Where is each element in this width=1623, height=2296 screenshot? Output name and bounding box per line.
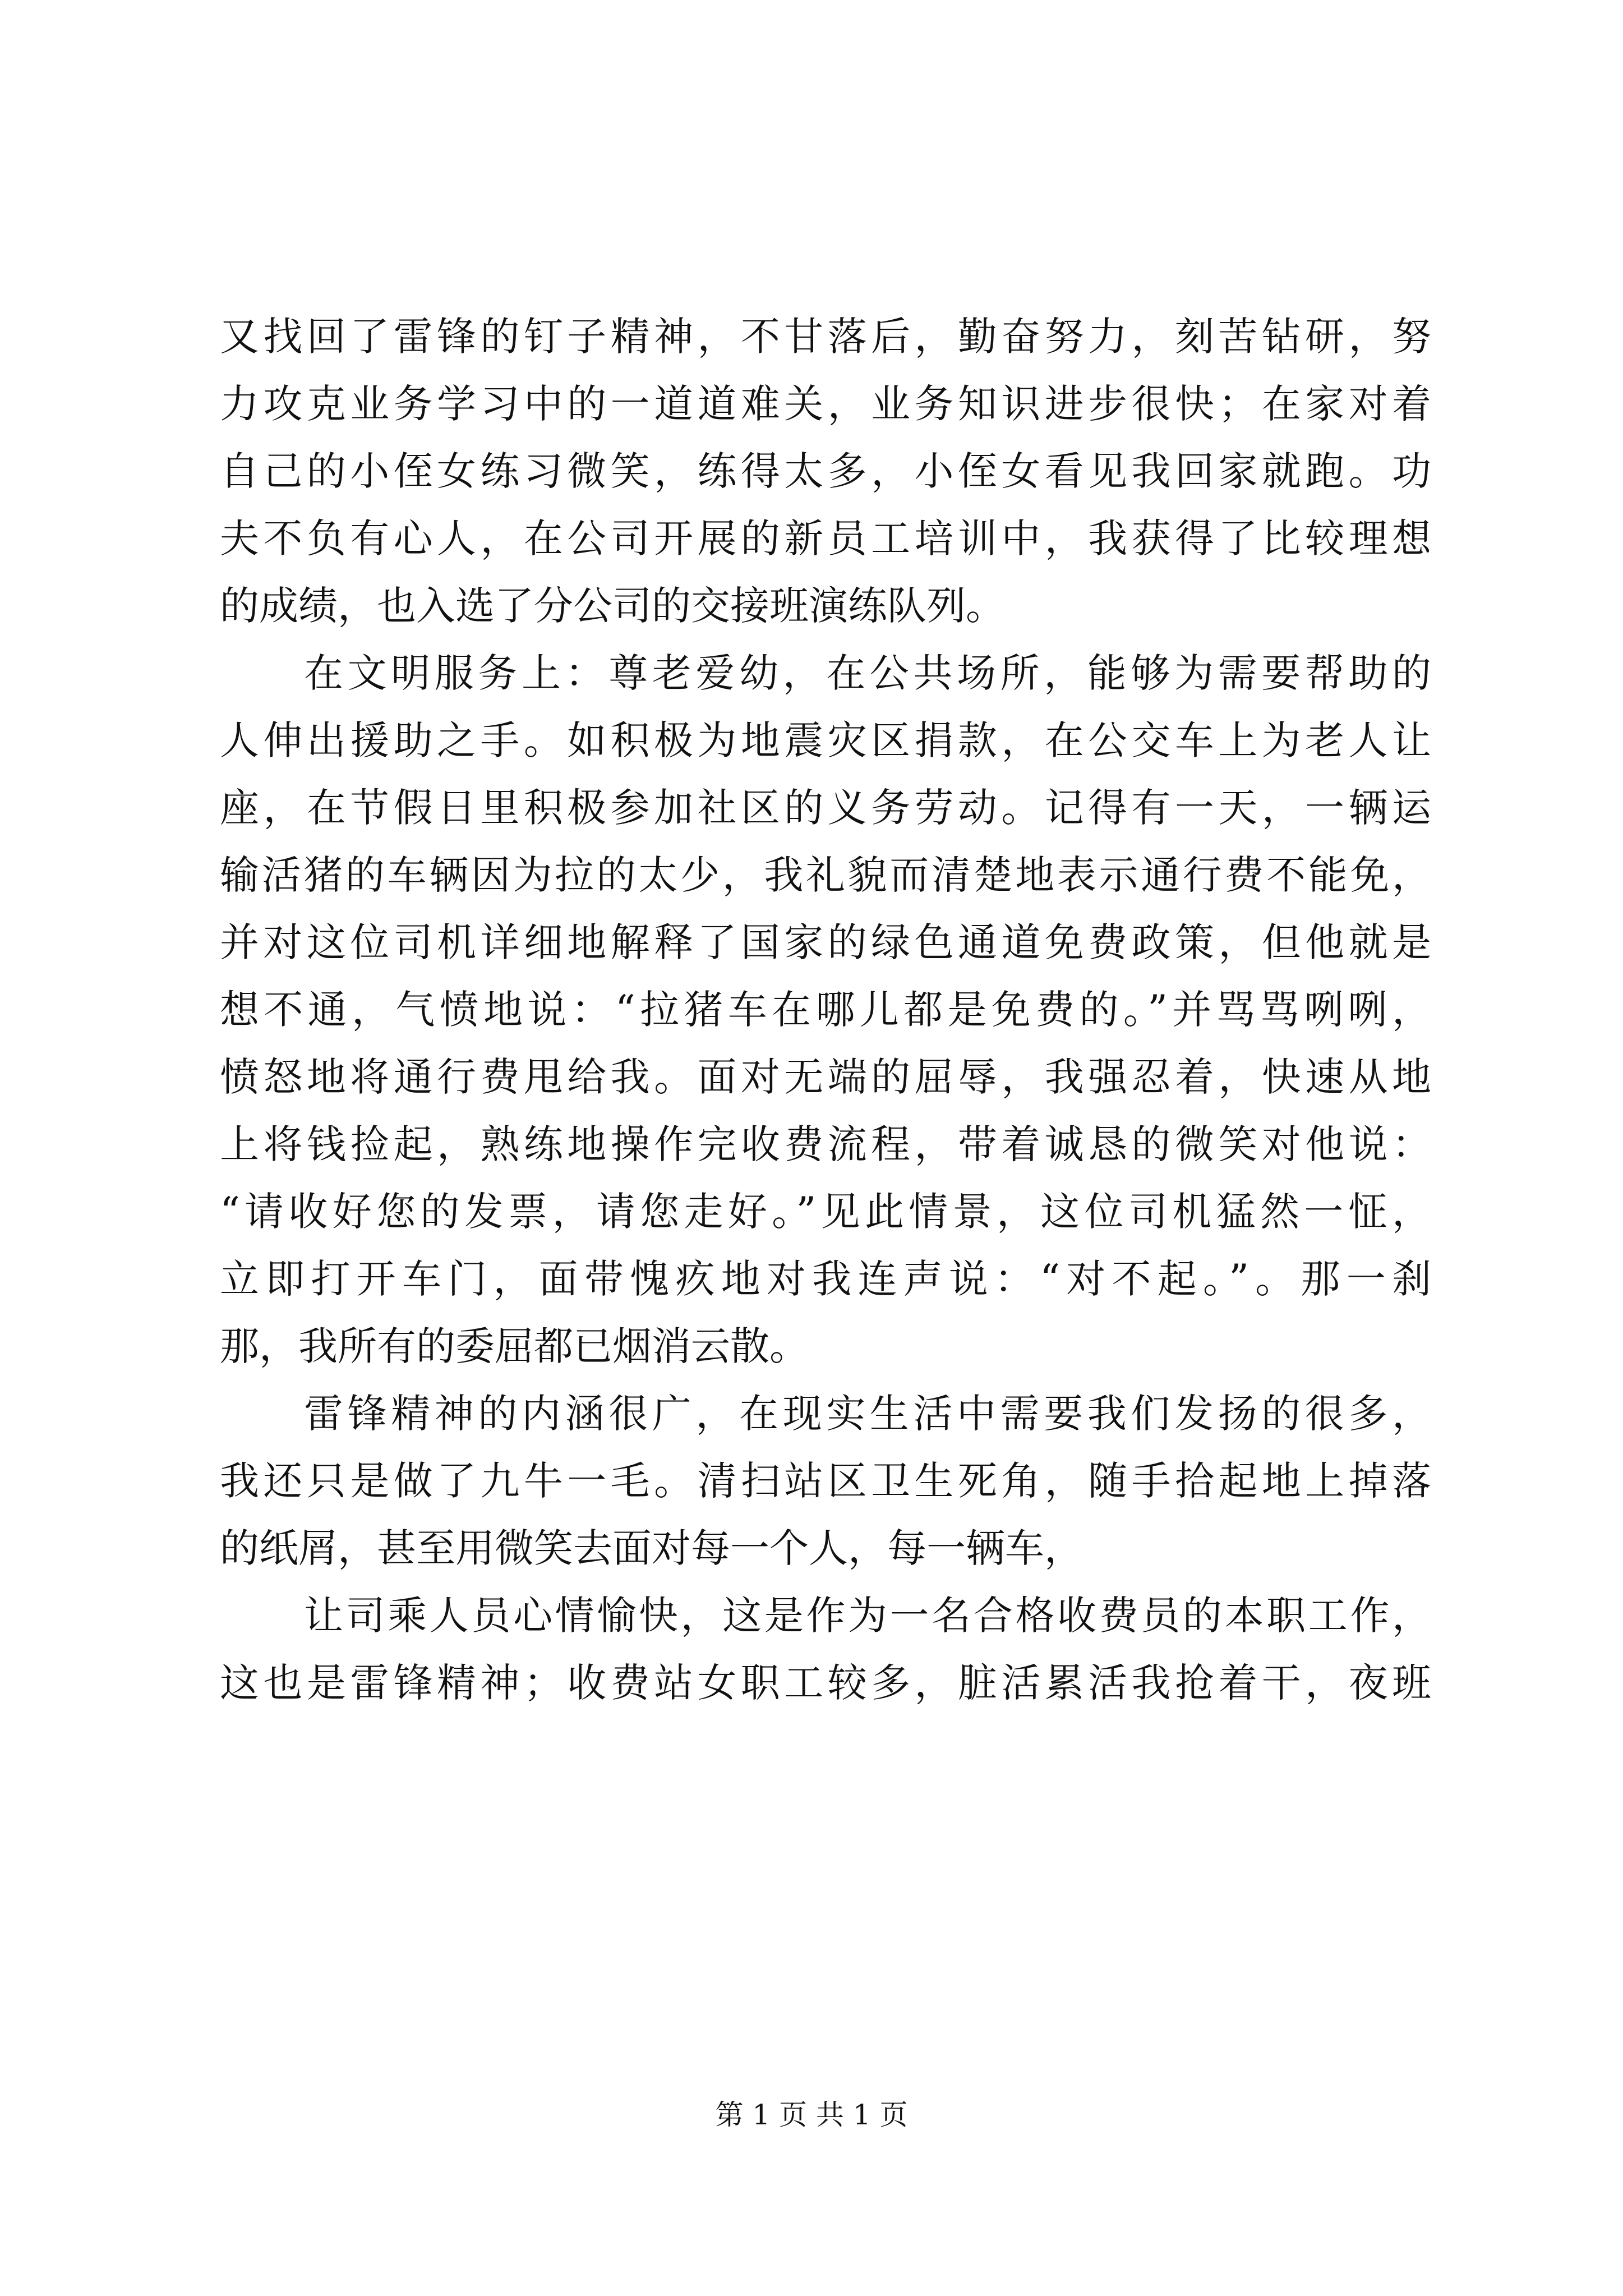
text-line: 想不通，气愤地说：“拉猪车在哪儿都是免费的。”并骂骂咧咧， — [220, 987, 1431, 1033]
paragraph — [220, 1380, 1431, 1582]
paragraph — [220, 639, 1431, 1380]
text-line: 雷锋精神的内涵很广，在现实生活中需要我们发扬的很多， — [304, 1391, 1431, 1437]
text-line: 座，在节假日里积极参加社区的义务劳动。记得有一天，一辆运 — [220, 785, 1431, 831]
text-line: 人伸出援助之手。如积极为地震灾区捐款，在公交车上为老人让 — [220, 717, 1431, 763]
text-line: 立即打开车门，面带愧疚地对我连声说：“对不起。”。那一刹 — [220, 1256, 1431, 1302]
paragraph — [220, 303, 1431, 639]
text-line: 自己的小侄女练习微笑，练得太多，小侄女看见我回家就跑。功 — [220, 448, 1431, 494]
text-line: “请收好您的发票，请您走好。”见此情景，这位司机猛然一怔， — [220, 1189, 1431, 1235]
text-line: 夫不负有心人，在公司开展的新员工培训中，我获得了比较理想 — [220, 516, 1431, 562]
text-line: 在文明服务上：尊老爱幼，在公共场所，能够为需要帮助的 — [304, 650, 1431, 696]
text-line: 那，我所有的委屈都已烟消云散。 — [220, 1323, 809, 1369]
page-footer: 第 1 页 共 1 页 — [715, 2099, 908, 2131]
text-line: 并对这位司机详细地解释了国家的绿色通道免费政策，但他就是 — [220, 919, 1431, 965]
text-line: 的纸屑，甚至用微笑去面对每一个人，每一辆车， — [220, 1525, 1083, 1571]
text-line: 让司乘人员心情愉快，这是作为一名合格收费员的本职工作， — [304, 1593, 1431, 1639]
text-line: 愤怒地将通行费甩给我。面对无端的屈辱，我强忍着，快速从地 — [220, 1054, 1431, 1100]
text-line: 这也是雷锋精神；收费站女职工较多，脏活累活我抢着干，夜班 — [220, 1660, 1431, 1706]
text-line: 上将钱捡起，熟练地操作完收费流程，带着诚恳的微笑对他说： — [220, 1121, 1431, 1167]
text-line: 又找回了雷锋的钉子精神，不甘落后，勤奋努力，刻苦钻研，努 — [220, 314, 1431, 360]
paragraph — [220, 1582, 1431, 1717]
text-line: 我还只是做了九牛一毛。清扫站区卫生死角，随手拾起地上掉落 — [220, 1458, 1431, 1504]
text-line: 的成绩，也入选了分公司的交接班演练队列。 — [220, 583, 1005, 629]
text-line: 输活猪的车辆因为拉的太少，我礼貌而清楚地表示通行费不能免， — [220, 852, 1431, 898]
text-line: 力攻克业务学习中的一道道难关，业务知识进步很快；在家对着 — [220, 381, 1431, 427]
body-text — [220, 303, 1431, 1717]
